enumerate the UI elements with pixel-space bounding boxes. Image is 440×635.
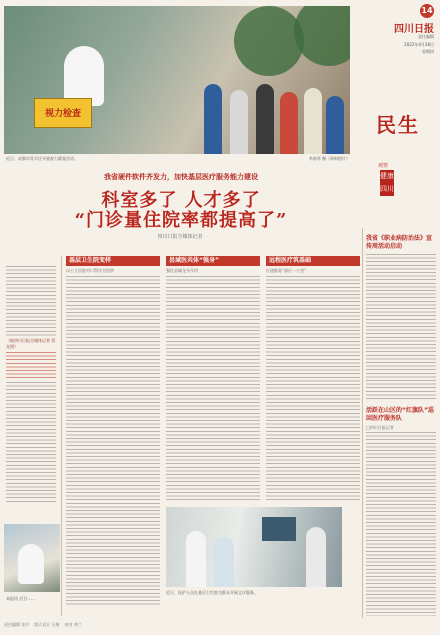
- headline-line-1: 科室多了 人才多了: [101, 190, 261, 211]
- section-badge: 健康四川: [380, 170, 394, 196]
- side-story-1-text: [366, 254, 436, 400]
- child-figure: [230, 90, 248, 154]
- footer-editor: 责任编辑 张玲: [4, 622, 30, 627]
- portrait-caption: 本报讯 近日……: [6, 596, 36, 601]
- hero-caption: 近日，成都市青羊区开展视力筛查活动。: [6, 156, 78, 161]
- side-story-1-title: 我省《职业病防治法》宣传周活动启动: [366, 235, 433, 250]
- headline-line-2: “门诊量住院率都提高了”: [74, 210, 288, 231]
- doctor-figure: [64, 46, 104, 106]
- child-figure: [256, 84, 274, 154]
- section-2-text: [166, 276, 260, 502]
- date-line: 2022年4月28日: [404, 42, 434, 47]
- section-subtitle-2: 强化县域龙头作用: [166, 268, 198, 273]
- person-figure: [306, 527, 326, 587]
- footer-layout: 版式设计 汪敏: [34, 622, 60, 627]
- section-header-2: 县域医共体“强身”: [166, 256, 260, 266]
- hero-photo: [4, 6, 350, 154]
- person-figure: [186, 531, 206, 587]
- paper-logo: 四川日报: [394, 24, 434, 35]
- child-figure: [204, 84, 222, 154]
- footer-proof: 校对 黄兰: [64, 622, 83, 627]
- headline-kicker: 我省硬件软件齐发力，加快基层医疗服务能力建设: [104, 173, 258, 181]
- side-story-2-byline: □四川日报记者: [366, 425, 394, 430]
- tree-shape: [234, 6, 304, 76]
- child-figure: [304, 88, 322, 154]
- page-footer: [4, 622, 436, 628]
- section-tag: 观察: [378, 163, 389, 169]
- masthead: [356, 4, 436, 214]
- eye-test-sign: 视力检查: [34, 98, 92, 128]
- clinic-caption: 近日，医护人员在基层卫生院为群众开展义诊服务。: [166, 590, 258, 595]
- child-figure: [326, 96, 344, 154]
- monitor-shape: [262, 517, 296, 541]
- section-subtitle-1: 以公立医院对口帮扶为纽带: [66, 268, 114, 273]
- portrait-photo: [4, 524, 60, 592]
- section-title: 民生: [376, 113, 420, 137]
- column-divider: [362, 228, 363, 618]
- section-header-1: 基层卫生院变样: [66, 256, 160, 266]
- editor-line: 责任编辑: [418, 34, 434, 39]
- side-story-2-text: [366, 432, 436, 616]
- page-number: 14: [420, 4, 434, 18]
- hero-credit: 李春华 摄（资料图片）: [308, 156, 350, 161]
- section-3-text: [266, 276, 360, 502]
- clinic-photo: [166, 507, 342, 587]
- column-divider: [61, 256, 62, 616]
- weekday: 星期四: [422, 49, 434, 54]
- left-column-text: [6, 382, 56, 502]
- section-subtitle-3: 打通服务“最后一公里”: [266, 268, 307, 273]
- section-header-3: 远程医疗筑基础: [266, 256, 360, 266]
- side-story-2-title: 活跃在山区的“红旗队”巡回医疗服务队: [366, 407, 434, 422]
- section-1-text: [66, 276, 160, 606]
- left-credit: （据四川日报全媒体记者 蔡光照）: [6, 338, 56, 349]
- person-figure: [18, 544, 44, 584]
- child-figure: [280, 92, 298, 154]
- headline-byline: 四川日报全媒体记者: [157, 234, 203, 240]
- person-figure: [214, 537, 234, 587]
- left-column-text: [6, 266, 56, 336]
- tree-shape: [294, 6, 350, 66]
- left-highlight-text: [6, 352, 56, 378]
